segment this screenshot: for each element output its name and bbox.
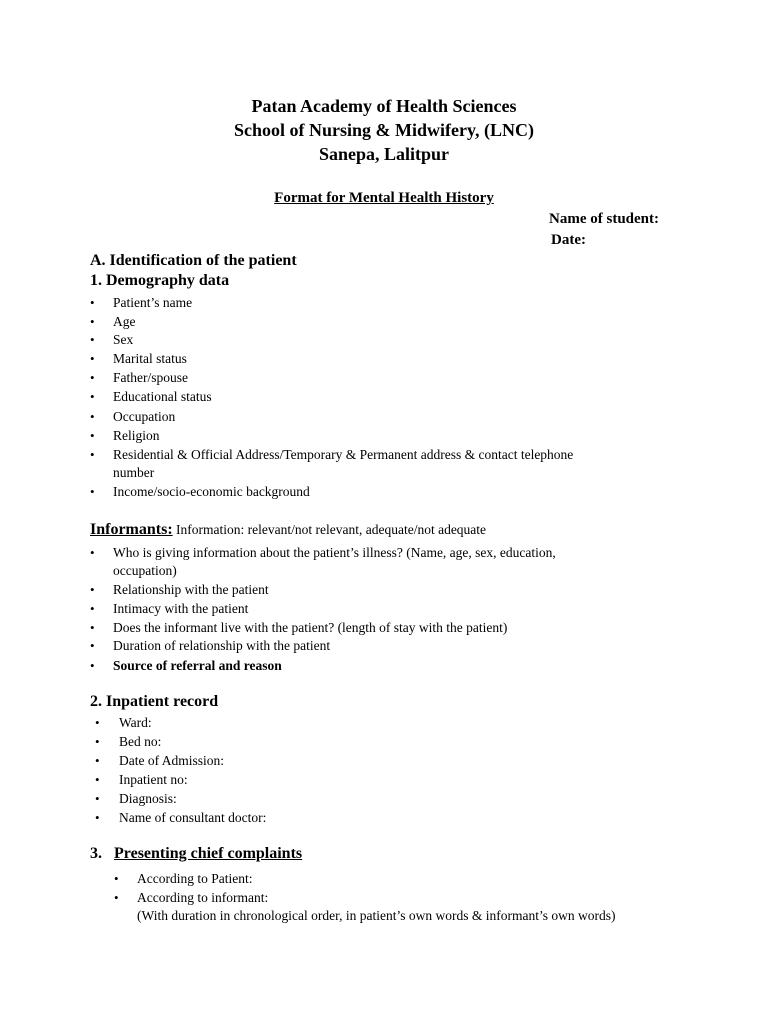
bullet-icon: • <box>95 791 100 806</box>
list-item: Income/socio-economic background <box>113 484 310 499</box>
bullet-icon: • <box>90 314 95 329</box>
date-label: Date: <box>551 232 586 248</box>
list-item: Father/spouse <box>113 370 188 385</box>
bullet-icon: • <box>90 295 95 310</box>
bullet-icon: • <box>90 582 95 597</box>
list-item: Educational status <box>113 389 212 404</box>
list-item: Marital status <box>113 351 187 366</box>
bullet-icon: • <box>114 890 119 905</box>
list-item: Does the informant live with the patient? (length of stay with the patient) <box>113 620 508 635</box>
bullet-icon: • <box>95 772 100 787</box>
list-item: Sex <box>113 332 134 347</box>
list-item: Residential & Official Address/Temporary & Permanent address & contact telephone <box>113 447 574 462</box>
list-item: Inpatient no: <box>119 772 188 787</box>
bullet-icon: • <box>90 484 95 499</box>
section-3-number: 3. <box>90 845 102 862</box>
bullet-icon: • <box>90 428 95 443</box>
bullet-icon: • <box>95 715 100 730</box>
list-item: Relationship with the patient <box>113 582 269 597</box>
format-title: Format for Mental Health History <box>274 190 494 206</box>
section-1-heading: 1. Demography data <box>90 272 230 289</box>
bullet-icon: • <box>90 351 95 366</box>
bullet-icon: • <box>90 332 95 347</box>
list-item: Who is giving information about the patient’s illness? (Name, age, sex, education, <box>113 545 556 560</box>
list-item-continuation: occupation) <box>113 563 177 578</box>
list-item: Diagnosis: <box>119 791 177 806</box>
bullet-icon: • <box>90 370 95 385</box>
list-item: Name of consultant doctor: <box>119 810 267 825</box>
list-item: According to Patient: <box>137 871 253 886</box>
informants-description: Information: relevant/not relevant, adequate/not adequate <box>172 522 487 537</box>
bullet-icon: • <box>95 734 100 749</box>
bullet-icon: • <box>90 601 95 616</box>
list-item: Religion <box>113 428 160 443</box>
list-item: Duration of relationship with the patient <box>113 638 331 653</box>
informants-label: Informants: <box>90 521 173 538</box>
name-of-student-label: Name of student: <box>549 211 659 227</box>
bullet-icon: • <box>90 447 95 462</box>
bullet-icon: • <box>90 620 95 635</box>
list-item-bold: Source of referral and reason <box>113 658 282 673</box>
list-item: Occupation <box>113 409 176 424</box>
informants-heading <box>90 521 486 539</box>
bullet-icon: • <box>90 638 95 653</box>
list-item: Age <box>113 314 136 329</box>
bullet-icon: • <box>95 810 100 825</box>
section-2-heading: 2. Inpatient record <box>90 693 219 710</box>
list-item: Date of Admission: <box>119 753 224 768</box>
bullet-icon: • <box>90 409 95 424</box>
complaints-note: (With duration in chronological order, in patient’s own words & informant’s own words) <box>137 908 616 923</box>
list-item: Patient’s name <box>113 295 193 310</box>
section-3-title: Presenting chief complaints <box>114 845 303 862</box>
school-name: School of Nursing & Midwifery, (LNC) <box>234 120 534 140</box>
bullet-icon: • <box>90 389 95 404</box>
list-item: Bed no: <box>119 734 162 749</box>
institution-name: Patan Academy of Health Sciences <box>251 96 517 116</box>
list-item-continuation: number <box>113 465 155 480</box>
bullet-icon: • <box>95 753 100 768</box>
section-a-heading: A. Identification of the patient <box>90 252 297 269</box>
section-3-heading <box>90 845 302 863</box>
list-item: Intimacy with the patient <box>113 601 249 616</box>
bullet-icon: • <box>90 658 95 673</box>
bullet-icon: • <box>90 545 95 560</box>
bullet-icon: • <box>114 871 119 886</box>
location: Sanepa, Lalitpur <box>318 144 450 164</box>
list-item: According to informant: <box>137 890 269 905</box>
list-item: Ward: <box>119 715 152 730</box>
